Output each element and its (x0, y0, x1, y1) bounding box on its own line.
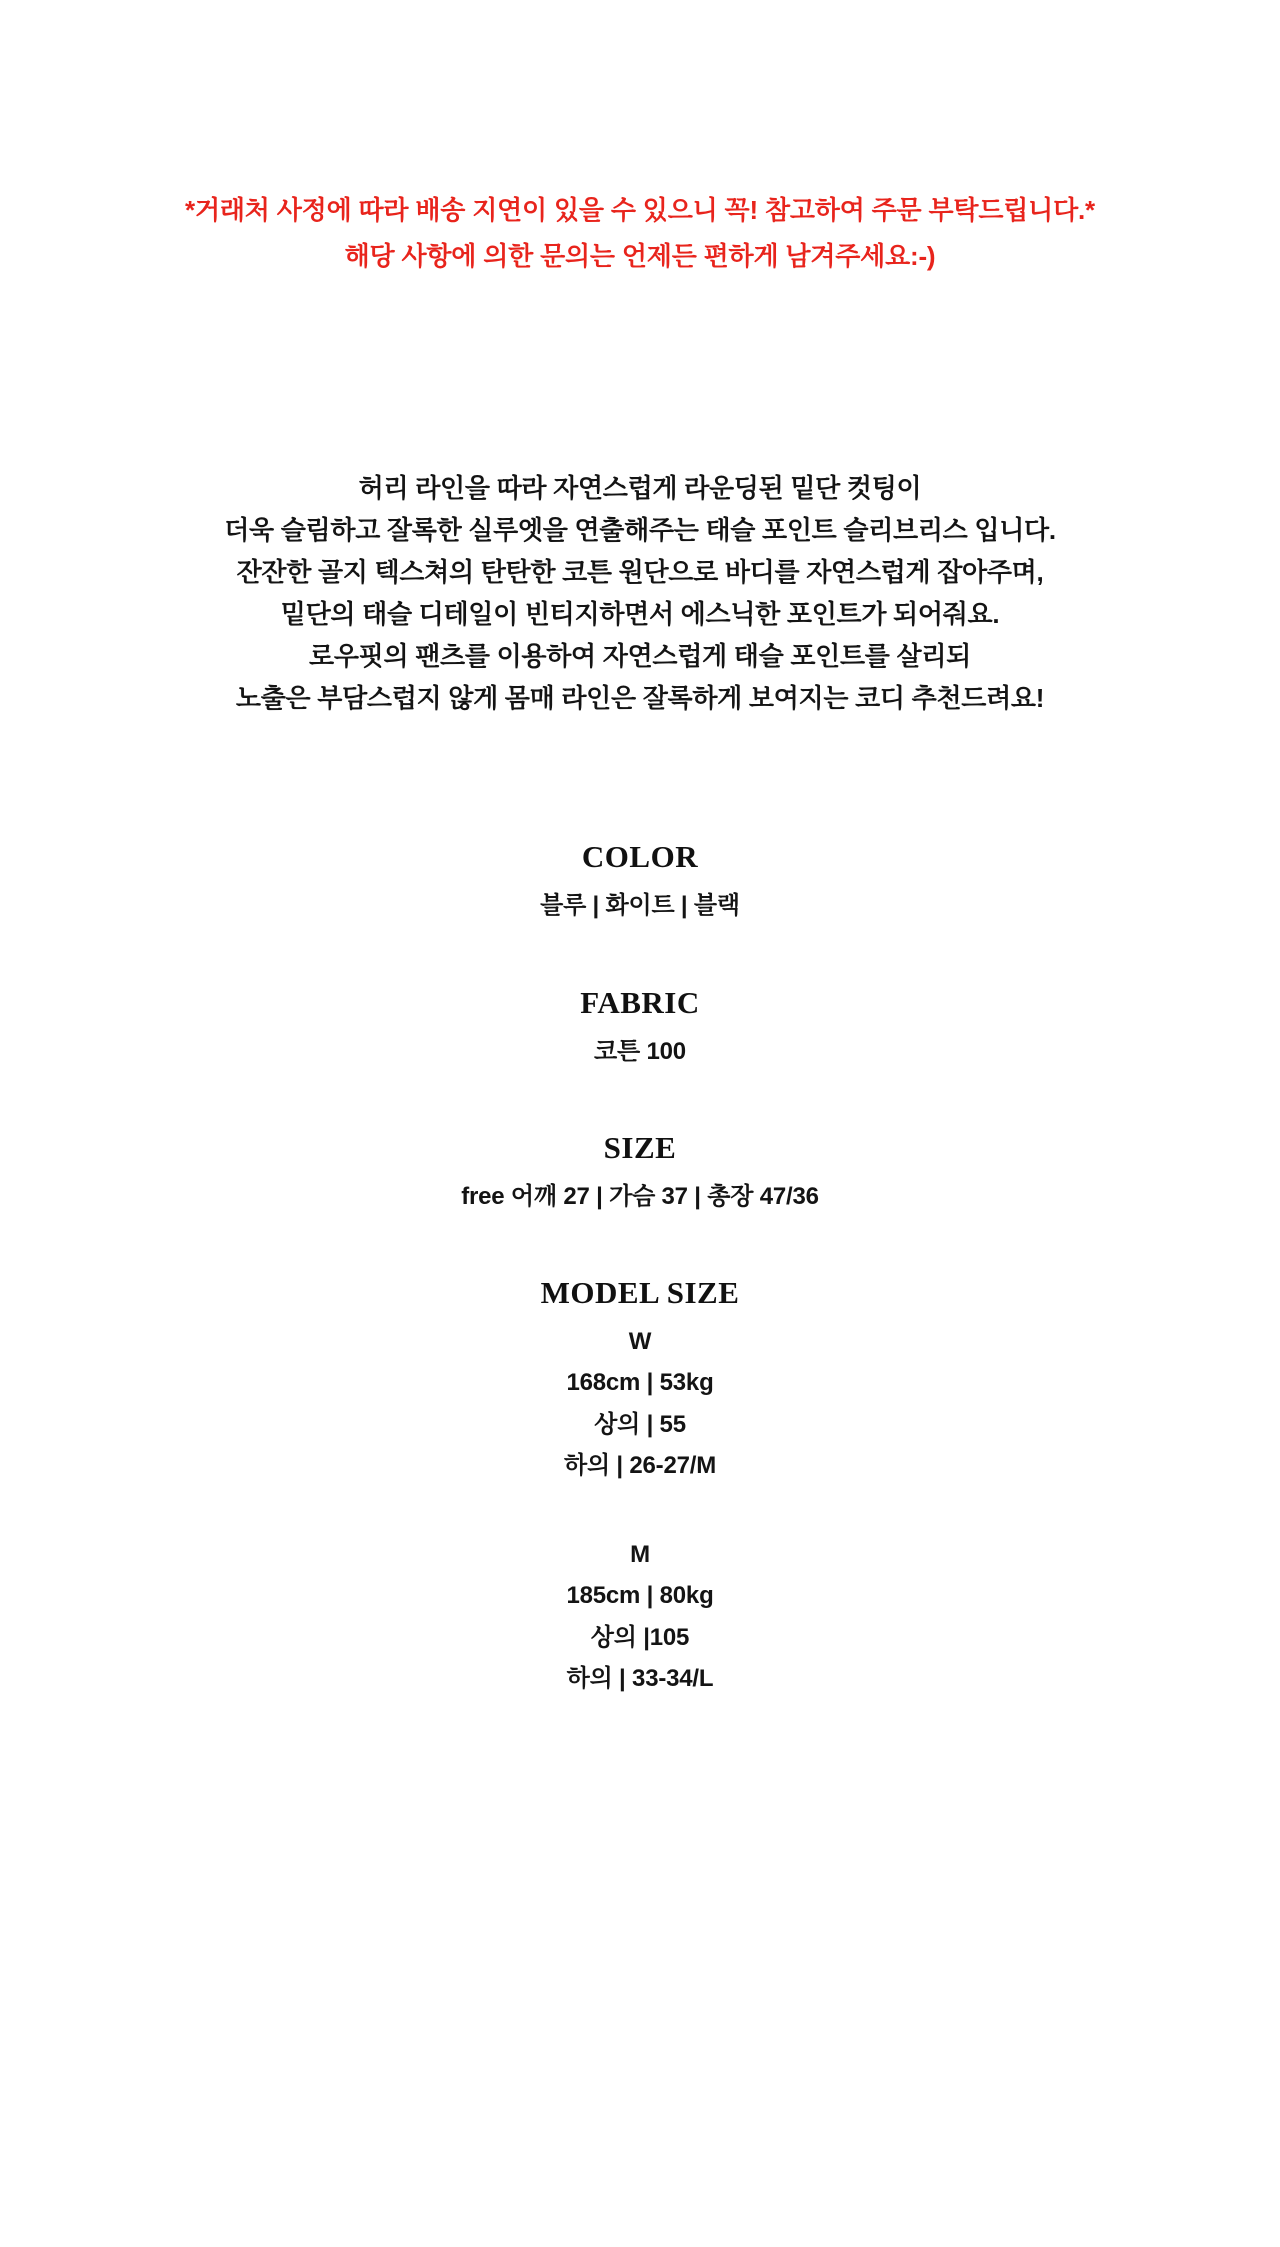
description-line: 허리 라인을 따라 자연스럽게 라운딩된 밑단 컷팅이 (358, 472, 922, 503)
bottom-spacer (0, 1699, 1280, 2019)
spec-fabric-heading: FABRIC (580, 984, 700, 1020)
model-body: 168cm | 53kg (566, 1369, 714, 1397)
spec-color-value: 블루 | 화이트 | 블랙 (540, 892, 740, 920)
description-line: 더욱 슬림하고 잘록한 실루엣을 연출해주는 태슬 포인트 슬리브리스 입니다. (224, 514, 1056, 545)
spec-fabric-value: 코튼 100 (594, 1037, 686, 1065)
description-line: 잔잔한 골지 텍스쳐의 탄탄한 코튼 원단으로 바디를 자연스럽게 잡아주며, (236, 556, 1044, 587)
model-label: M (630, 1541, 650, 1569)
spec-fabric (0, 985, 1280, 1072)
model-bottom-size: 하의 | 33-34/L (566, 1664, 714, 1692)
model-body: 185cm | 80kg (566, 1582, 714, 1610)
product-specs (0, 839, 1280, 1699)
description-line: 밑단의 태슬 디테일이 빈티지하면서 에스닉한 포인트가 되어줘요. (280, 598, 1000, 629)
model-top-size: 상의 | 55 (594, 1410, 686, 1438)
model-size-entry-m (0, 1534, 1280, 1699)
product-description (0, 467, 1280, 720)
model-bottom-size: 하의 | 26-27/M (563, 1451, 717, 1479)
shipping-notice (0, 0, 1280, 277)
model-label: W (628, 1328, 652, 1356)
spec-model-size (0, 1275, 1280, 1699)
notice-line-2: 해당 사항에 의한 문의는 언제든 편하게 남겨주세요:-) (344, 241, 936, 272)
notice-line-1: *거래처 사정에 따라 배송 지연이 있을 수 있으니 꼭! 참고하여 주문 부탁드립니다.* (185, 195, 1095, 225)
spec-color (0, 839, 1280, 926)
model-top-size: 상의 |105 (590, 1623, 690, 1651)
spec-size (0, 1130, 1280, 1217)
description-line: 로우핏의 팬츠를 이용하여 자연스럽게 태슬 포인트를 살리되 (309, 641, 971, 672)
description-line: 노출은 부담스럽지 않게 몸매 라인은 잘록하게 보여지는 코디 추천드려요! (235, 683, 1045, 714)
spec-model-size-heading: MODEL SIZE (540, 1275, 740, 1311)
spec-size-value: free 어깨 27 | 가슴 37 | 총장 47/36 (461, 1182, 819, 1210)
spec-color-heading: COLOR (581, 839, 699, 875)
model-size-entry-w (0, 1321, 1280, 1486)
spec-size-heading: SIZE (603, 1129, 677, 1165)
